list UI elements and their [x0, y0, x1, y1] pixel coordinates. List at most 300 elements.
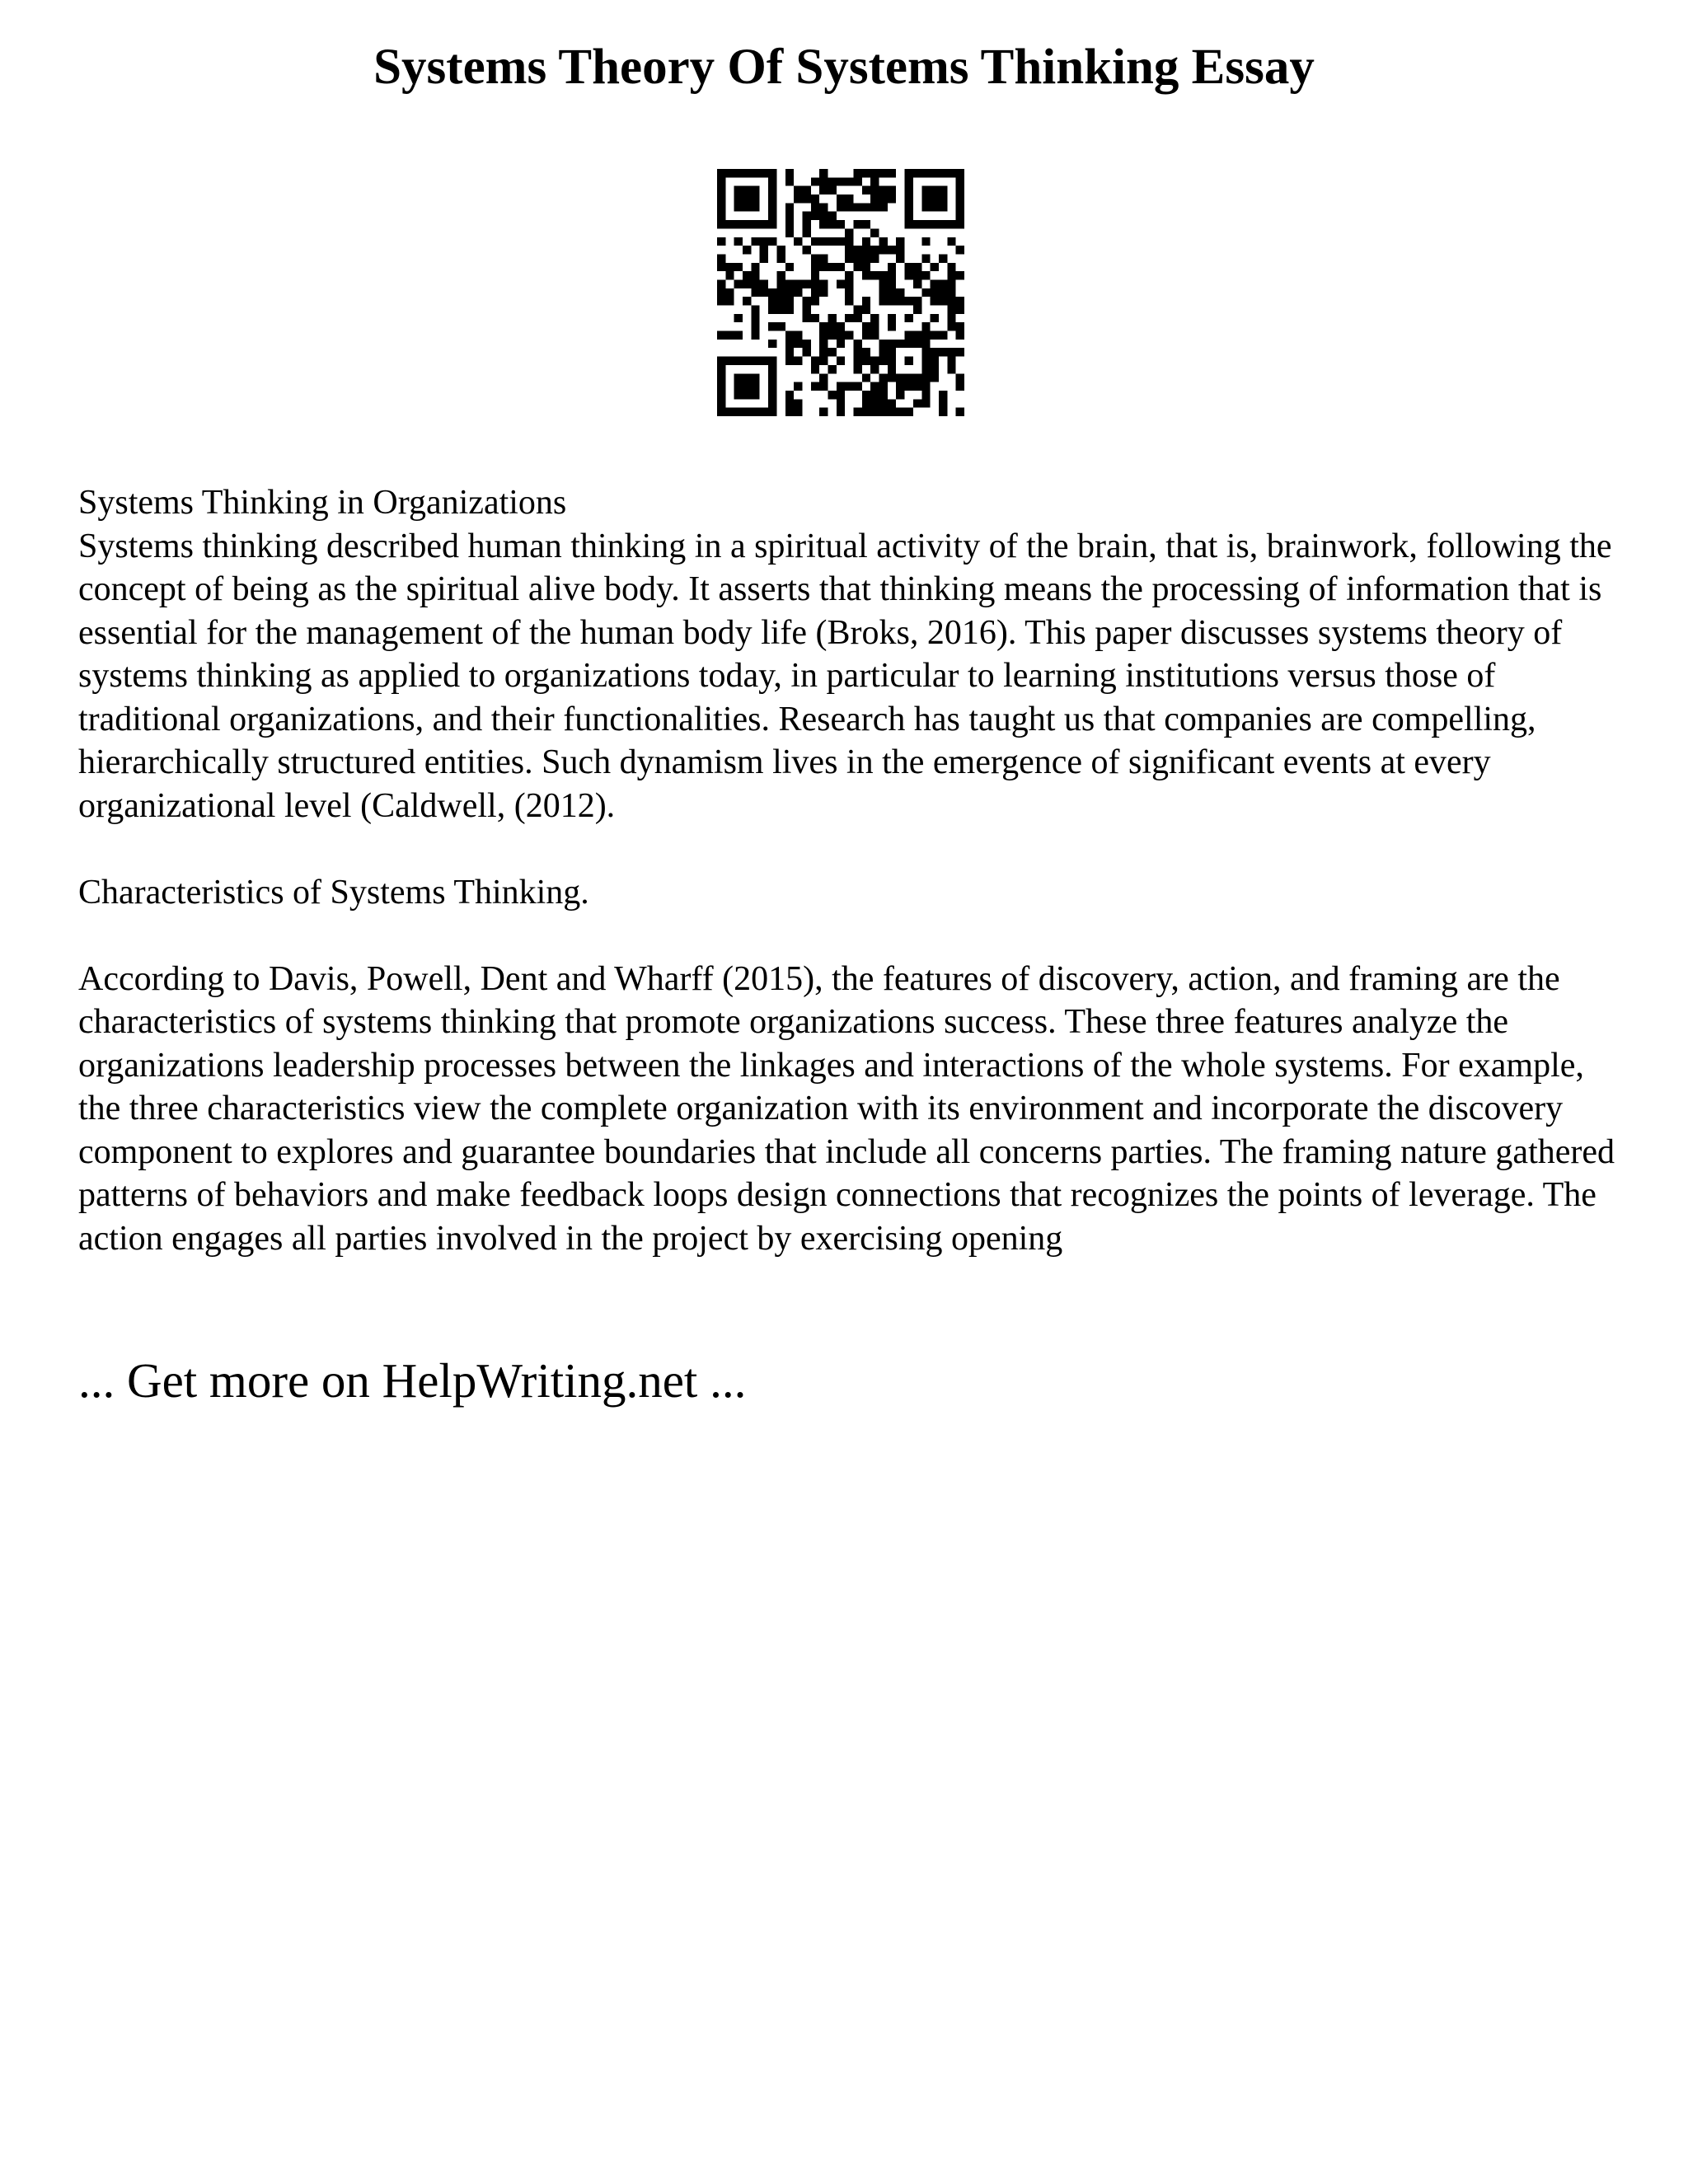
qr-module: [828, 331, 836, 340]
qr-module: [768, 357, 776, 365]
qr-module: [743, 279, 751, 288]
qr-module: [751, 306, 759, 314]
qr-module: [802, 306, 810, 314]
qr-module: [819, 220, 828, 228]
qr-module: [717, 408, 725, 416]
qr-module: [862, 357, 870, 365]
qr-module: [794, 288, 802, 297]
qr-module: [734, 194, 743, 203]
qr-module: [905, 314, 913, 322]
get-more-link[interactable]: ... Get more on HelpWriting.net ...: [78, 1353, 747, 1408]
qr-module: [828, 263, 836, 271]
qr-module: [956, 297, 964, 305]
qr-module: [854, 382, 862, 391]
qr-module: [870, 357, 879, 365]
qr-module: [931, 169, 939, 177]
qr-module: [776, 271, 785, 279]
qr-module: [888, 279, 896, 288]
qr-module: [811, 365, 819, 373]
qr-module: [734, 331, 743, 340]
qr-module: [888, 357, 896, 365]
qr-module: [819, 177, 828, 185]
qr-module: [802, 314, 810, 322]
qr-module: [794, 279, 802, 288]
qr-module: [717, 297, 725, 305]
qr-module: [845, 297, 853, 305]
qr-module: [725, 331, 734, 340]
qr-module: [888, 322, 896, 330]
qr-module: [879, 288, 888, 297]
qr-module: [862, 263, 870, 271]
qr-module: [819, 237, 828, 246]
qr-module: [913, 263, 921, 271]
qr-module: [811, 177, 819, 185]
qr-module: [905, 177, 913, 185]
qr-module: [811, 203, 819, 211]
qr-module: [862, 237, 870, 246]
qr-module: [896, 288, 904, 297]
qr-module: [819, 203, 828, 211]
qr-module: [905, 220, 913, 228]
qr-module: [888, 186, 896, 194]
qr-module: [751, 373, 759, 382]
qr-module: [854, 357, 862, 365]
qr-module: [725, 408, 734, 416]
qr-module: [921, 365, 930, 373]
qr-module: [725, 288, 734, 297]
qr-module: [743, 297, 751, 305]
qr-module: [888, 340, 896, 348]
qr-module: [837, 408, 845, 416]
qr-module: [921, 271, 930, 279]
qr-module: [837, 331, 845, 340]
qr-module: [913, 220, 921, 228]
qr-module: [956, 212, 964, 220]
qr-module: [939, 186, 947, 194]
qr-module: [854, 408, 862, 416]
qr-code-graphic: [717, 169, 964, 416]
qr-module: [845, 246, 853, 254]
qr-module: [845, 314, 853, 322]
qr-module: [879, 399, 888, 407]
qr-module: [837, 399, 845, 407]
qr-module: [828, 186, 836, 194]
qr-module: [896, 340, 904, 348]
qr-module: [811, 288, 819, 297]
qr-module: [879, 203, 888, 211]
qr-module: [734, 279, 743, 288]
qr-module: [760, 169, 768, 177]
qr-module: [743, 246, 751, 254]
qr-module: [896, 254, 904, 262]
qr-module: [947, 306, 955, 314]
qr-module: [717, 169, 725, 177]
qr-module: [921, 399, 930, 407]
qr-module: [854, 220, 862, 228]
qr-module: [921, 220, 930, 228]
qr-module: [913, 399, 921, 407]
qr-module: [905, 263, 913, 271]
qr-module: [870, 194, 879, 203]
qr-module: [947, 220, 955, 228]
qr-module: [768, 194, 776, 203]
qr-module: [819, 340, 828, 348]
qr-module: [862, 203, 870, 211]
qr-module: [743, 169, 751, 177]
paragraph-intro: Systems thinking described human thinking in a spiritual activity of the brain, that is, brainwork, following the concept of being as the spiritual alive body. It asserts that thinking means the processing of information that is essential for the management of the human body life (Broks, 2016). This paper discusses systems theory of systems thinking as applied to organizations today, in particular to learning institutions versus those of traditional organizations, and their functionalities. Research has taught us that companies are compelling, hierarchically structured entities. Such dynamism lives in the emergence of significant events at every organizational level (Caldwell, (2012).: [78, 527, 1612, 825]
qr-module: [776, 279, 785, 288]
qr-module: [888, 297, 896, 305]
qr-module: [870, 169, 879, 177]
qr-module: [751, 408, 759, 416]
qr-module: [717, 373, 725, 382]
qr-module: [760, 220, 768, 228]
qr-module: [888, 263, 896, 271]
qr-module: [921, 194, 930, 203]
qr-module: [717, 357, 725, 365]
qr-module: [802, 220, 810, 228]
qr-module: [751, 288, 759, 297]
qr-module: [751, 279, 759, 288]
qr-module: [743, 271, 751, 279]
qr-module: [956, 322, 964, 330]
qr-module: [931, 297, 939, 305]
qr-module: [837, 203, 845, 211]
qr-module: [811, 212, 819, 220]
qr-module: [768, 177, 776, 185]
qr-module: [913, 331, 921, 340]
qr-module: [751, 169, 759, 177]
qr-module: [845, 331, 853, 340]
qr-module: [879, 357, 888, 365]
qr-module: [785, 399, 794, 407]
qr-module: [905, 212, 913, 220]
qr-module: [905, 340, 913, 348]
qr-module: [794, 186, 802, 194]
qr-module: [947, 279, 955, 288]
qr-module: [785, 331, 794, 340]
qr-module: [870, 365, 879, 373]
qr-module: [717, 237, 725, 246]
qr-module: [785, 177, 794, 185]
qr-module: [862, 391, 870, 399]
qr-module: [905, 357, 913, 365]
qr-module: [743, 220, 751, 228]
qr-module: [743, 391, 751, 399]
qr-module: [888, 246, 896, 254]
qr-module: [837, 382, 845, 391]
qr-module: [837, 322, 845, 330]
qr-module: [819, 263, 828, 271]
qr-module: [854, 246, 862, 254]
qr-module: [921, 382, 930, 391]
qr-module: [845, 194, 853, 203]
qr-module: [743, 194, 751, 203]
qr-module: [760, 246, 768, 254]
qr-module: [921, 169, 930, 177]
qr-module: [879, 271, 888, 279]
qr-module: [717, 203, 725, 211]
qr-module: [921, 357, 930, 365]
qr-module: [828, 314, 836, 322]
qr-module: [939, 169, 947, 177]
qr-module: [760, 357, 768, 365]
qr-module: [811, 237, 819, 246]
qr-module: [811, 357, 819, 365]
qr-module: [819, 212, 828, 220]
qr-module: [879, 340, 888, 348]
qr-module: [854, 263, 862, 271]
qr-module: [931, 348, 939, 356]
qr-module: [743, 357, 751, 365]
qr-module: [888, 373, 896, 382]
qr-module: [768, 399, 776, 407]
qr-module: [870, 399, 879, 407]
qr-module: [956, 177, 964, 185]
qr-module: [913, 306, 921, 314]
qr-module: [819, 279, 828, 288]
qr-module: [845, 254, 853, 262]
qr-module: [725, 297, 734, 305]
qr-module: [734, 263, 743, 271]
qr-module: [888, 169, 896, 177]
qr-module: [947, 288, 955, 297]
qr-module: [785, 306, 794, 314]
qr-module: [854, 203, 862, 211]
qr-module: [785, 391, 794, 399]
qr-module: [768, 186, 776, 194]
qr-module: [913, 169, 921, 177]
qr-module: [956, 348, 964, 356]
qr-module: [956, 186, 964, 194]
qr-module: [870, 177, 879, 185]
qr-module: [905, 169, 913, 177]
qr-module: [768, 391, 776, 399]
qr-module: [828, 348, 836, 356]
qr-module: [870, 382, 879, 391]
qr-module: [879, 246, 888, 254]
qr-module: [870, 322, 879, 330]
qr-module: [939, 203, 947, 211]
qr-module: [768, 297, 776, 305]
qr-module: [734, 408, 743, 416]
qr-module: [802, 194, 810, 203]
qr-module: [862, 331, 870, 340]
qr-module: [956, 331, 964, 340]
qr-module: [751, 314, 759, 322]
qr-module: [717, 194, 725, 203]
qr-module: [717, 382, 725, 391]
qr-module: [760, 288, 768, 297]
qr-module: [854, 306, 862, 314]
qr-module: [931, 331, 939, 340]
qr-module: [870, 246, 879, 254]
qr-module: [802, 246, 810, 254]
qr-module: [794, 399, 802, 407]
qr-module: [717, 186, 725, 194]
qr-module: [828, 212, 836, 220]
qr-module: [921, 373, 930, 382]
qr-module: [811, 254, 819, 262]
qr-module: [768, 203, 776, 211]
qr-module: [837, 357, 845, 365]
qr-module: [939, 254, 947, 262]
qr-module: [819, 331, 828, 340]
qr-module: [879, 237, 888, 246]
qr-module: [896, 297, 904, 305]
qr-module: [776, 254, 785, 262]
qr-module: [939, 297, 947, 305]
qr-module: [751, 382, 759, 391]
qr-module: [794, 194, 802, 203]
qr-module: [760, 408, 768, 416]
qr-module: [854, 169, 862, 177]
qr-module: [768, 237, 776, 246]
qr-module: [896, 373, 904, 382]
qr-module: [734, 357, 743, 365]
qr-module: [802, 348, 810, 356]
qr-module: [845, 288, 853, 297]
qr-module: [947, 348, 955, 356]
qr-module: [931, 357, 939, 365]
qr-module: [905, 408, 913, 416]
qr-module: [743, 408, 751, 416]
qr-module: [870, 203, 879, 211]
qr-module: [717, 331, 725, 340]
qr-module: [725, 169, 734, 177]
qr-module: [751, 237, 759, 246]
qr-module: [913, 297, 921, 305]
qr-module: [939, 391, 947, 399]
qr-module: [921, 322, 930, 330]
qr-module: [947, 365, 955, 373]
qr-module: [870, 331, 879, 340]
qr-module: [819, 357, 828, 365]
qr-module: [870, 391, 879, 399]
qr-module: [717, 399, 725, 407]
qr-module: [794, 382, 802, 391]
qr-module: [802, 228, 810, 237]
qr-module: [921, 186, 930, 194]
qr-module: [717, 220, 725, 228]
qr-module: [760, 279, 768, 288]
qr-module: [888, 194, 896, 203]
qr-module: [785, 348, 794, 356]
qr-module: [837, 391, 845, 399]
qr-module: [947, 322, 955, 330]
qr-module: [905, 271, 913, 279]
qr-module: [896, 246, 904, 254]
qr-module: [802, 340, 810, 348]
qr-module: [905, 186, 913, 194]
qr-module: [845, 203, 853, 211]
qr-module: [862, 322, 870, 330]
qr-module: [888, 399, 896, 407]
qr-module: [931, 203, 939, 211]
qr-module: [751, 331, 759, 340]
qr-module: [811, 194, 819, 203]
qr-module: [743, 373, 751, 382]
qr-module: [947, 263, 955, 271]
qr-module: [785, 340, 794, 348]
qr-module: [845, 237, 853, 246]
qr-module: [956, 271, 964, 279]
qr-module: [888, 288, 896, 297]
qr-module: [905, 373, 913, 382]
qr-module: [845, 228, 853, 237]
qr-module: [760, 237, 768, 246]
qr-module: [785, 263, 794, 271]
qr-module: [905, 331, 913, 340]
qr-module: [896, 237, 904, 246]
qr-module: [734, 391, 743, 399]
qr-module: [905, 194, 913, 203]
qr-module: [837, 237, 845, 246]
qr-module: [794, 357, 802, 365]
qr-module: [794, 408, 802, 416]
qr-module: [751, 220, 759, 228]
qr-module: [931, 186, 939, 194]
qr-module: [888, 348, 896, 356]
qr-module: [913, 382, 921, 391]
qr-module: [879, 279, 888, 288]
qr-module: [854, 348, 862, 356]
qr-module: [768, 365, 776, 373]
qr-module: [802, 279, 810, 288]
qr-module: [879, 297, 888, 305]
qr-module: [725, 220, 734, 228]
qr-module: [956, 194, 964, 203]
qr-module: [837, 220, 845, 228]
qr-module: [743, 186, 751, 194]
qr-module: [862, 271, 870, 279]
qr-module: [879, 348, 888, 356]
qr-module: [717, 212, 725, 220]
qr-module: [921, 331, 930, 340]
qr-module: [862, 254, 870, 262]
qr-module: [725, 357, 734, 365]
qr-module: [828, 322, 836, 330]
qr-module: [751, 271, 759, 279]
qr-module: [837, 263, 845, 271]
qr-module: [862, 399, 870, 407]
qr-module: [819, 348, 828, 356]
qr-module: [879, 408, 888, 416]
qr-module: [717, 288, 725, 297]
qr-module: [956, 246, 964, 254]
qr-module: [947, 357, 955, 365]
qr-module: [734, 169, 743, 177]
qr-module: [921, 288, 930, 297]
qr-module: [768, 340, 776, 348]
qr-module: [862, 373, 870, 382]
qr-module: [845, 279, 853, 288]
qr-module: [802, 212, 810, 220]
qr-module: [956, 382, 964, 391]
qr-module: [870, 186, 879, 194]
qr-module: [879, 391, 888, 399]
qr-module: [870, 228, 879, 237]
qr-module: [870, 271, 879, 279]
qr-module: [888, 365, 896, 373]
qr-module: [931, 288, 939, 297]
qr-module: [768, 220, 776, 228]
qr-module: [879, 194, 888, 203]
qr-module: [811, 279, 819, 288]
qr-module: [931, 220, 939, 228]
section-heading-systems-thinking: Systems Thinking in Organizations: [78, 484, 567, 522]
qr-module: [819, 382, 828, 391]
